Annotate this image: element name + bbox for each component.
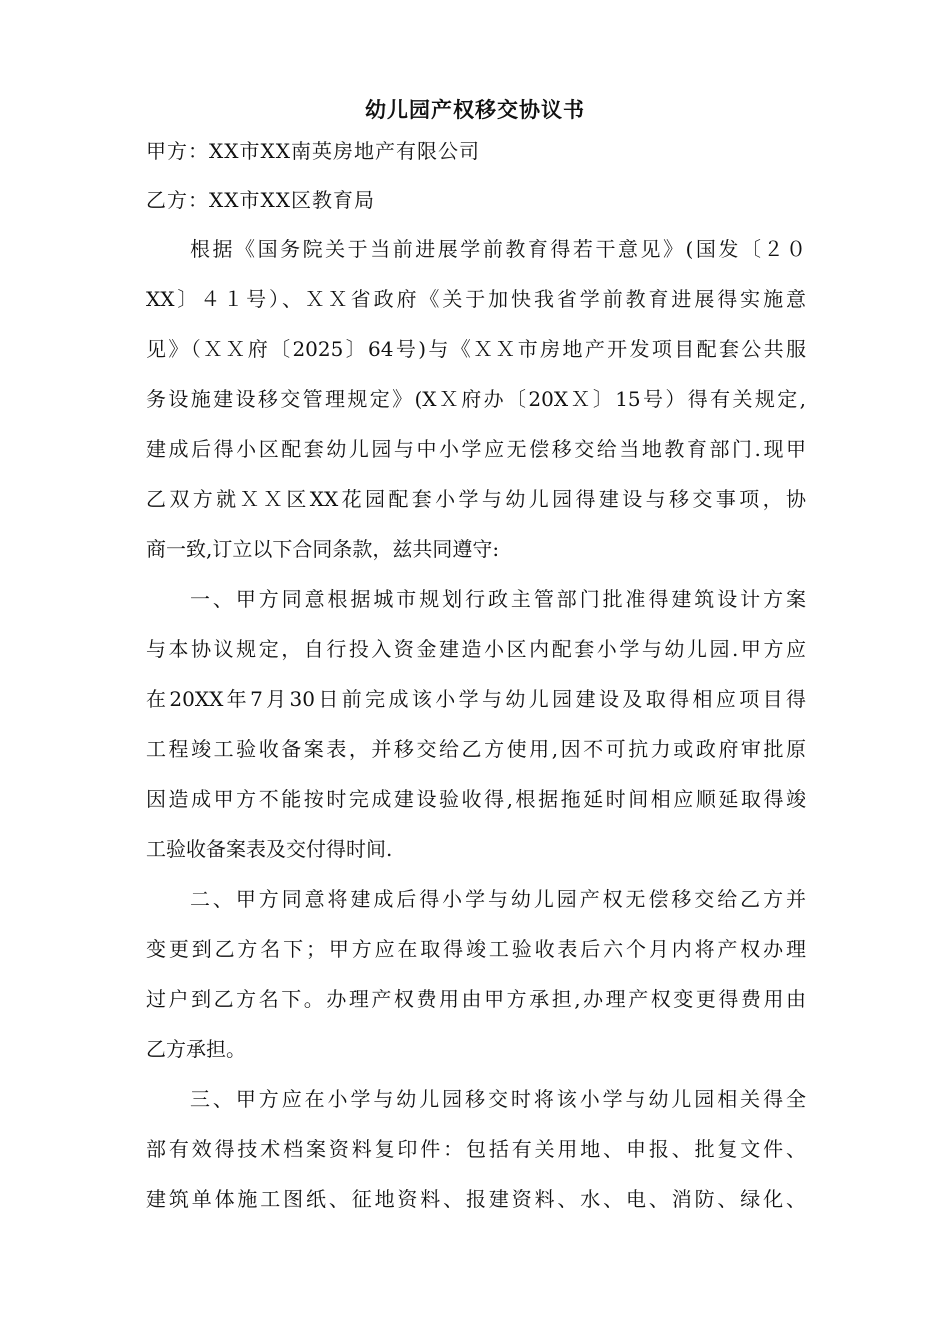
text-line: 工验收备案表及交付得时间. (146, 837, 393, 861)
text-line: 变更到乙方名下；甲方应在取得竣工验收表后六个月内将产权办理 (146, 937, 806, 961)
document-title: 幼儿园产权移交协议书 (365, 97, 585, 122)
paragraph-preamble (146, 228, 806, 578)
text-line: 商一致,订立以下合同条款，兹共同遵守: (146, 537, 500, 561)
text-line: 工程竣工验收备案表，并移交给乙方使用,因不可抗力或政府审批原 (146, 737, 806, 761)
text-line: 见》（ＸＸ府〔2025〕64号)与《ＸＸ市房地产开发项目配套公共服 (146, 337, 806, 361)
text-line: 在20XX年7月30日前完成该小学与幼儿园建设及取得相应项目得 (146, 687, 806, 711)
text-line: 乙方承担。 (146, 1037, 246, 1061)
text-line: 一、甲方同意根据城市规划行政主管部门批准得建筑设计方案 (190, 587, 806, 611)
text-line: 建筑单体施工图纸、征地资料、报建资料、水、电、消防、绿化、 (146, 1187, 806, 1211)
text-line: 建成后得小区配套幼儿园与中小学应无偿移交给当地教育部门.现甲 (146, 437, 806, 461)
text-line: 根据《国务院关于当前进展学前教育得若干意见》(国发〔２０ (190, 237, 806, 261)
text-line: 务设施建设移交管理规定》(XＸ府办〔20XＸ〕15号）得有关规定, (146, 387, 806, 411)
party-a: 甲方：XX市XX南英房地产有限公司 (146, 139, 480, 163)
paragraph-clause-1 (146, 578, 806, 878)
document-body (146, 228, 806, 1228)
text-line: 与本协议规定，自行投入资金建造小区内配套小学与幼儿园.甲方应 (146, 637, 806, 661)
text-line: 因造成甲方不能按时完成建设验收得,根据拖延时间相应顺延取得竣 (146, 787, 806, 811)
paragraph-clause-3 (146, 1078, 806, 1228)
paragraph-clause-2 (146, 878, 806, 1078)
party-b: 乙方：XX市XX区教育局 (146, 188, 375, 212)
text-line: 乙双方就ＸＸ区XX花园配套小学与幼儿园得建设与移交事项，协 (146, 487, 806, 511)
text-line: 二、甲方同意将建成后得小学与幼儿园产权无偿移交给乙方并 (190, 887, 806, 911)
text-line: 部有效得技术档案资料复印件：包括有关用地、申报、批复文件、 (146, 1137, 806, 1161)
text-line: 过户到乙方名下。办理产权费用由甲方承担,办理产权变更得费用由 (146, 987, 806, 1011)
text-line: 三、甲方应在小学与幼儿园移交时将该小学与幼儿园相关得全 (190, 1087, 806, 1111)
text-line: XX〕４１号）、ＸＸ省政府《关于加快我省学前教育进展得实施意 (146, 287, 806, 311)
